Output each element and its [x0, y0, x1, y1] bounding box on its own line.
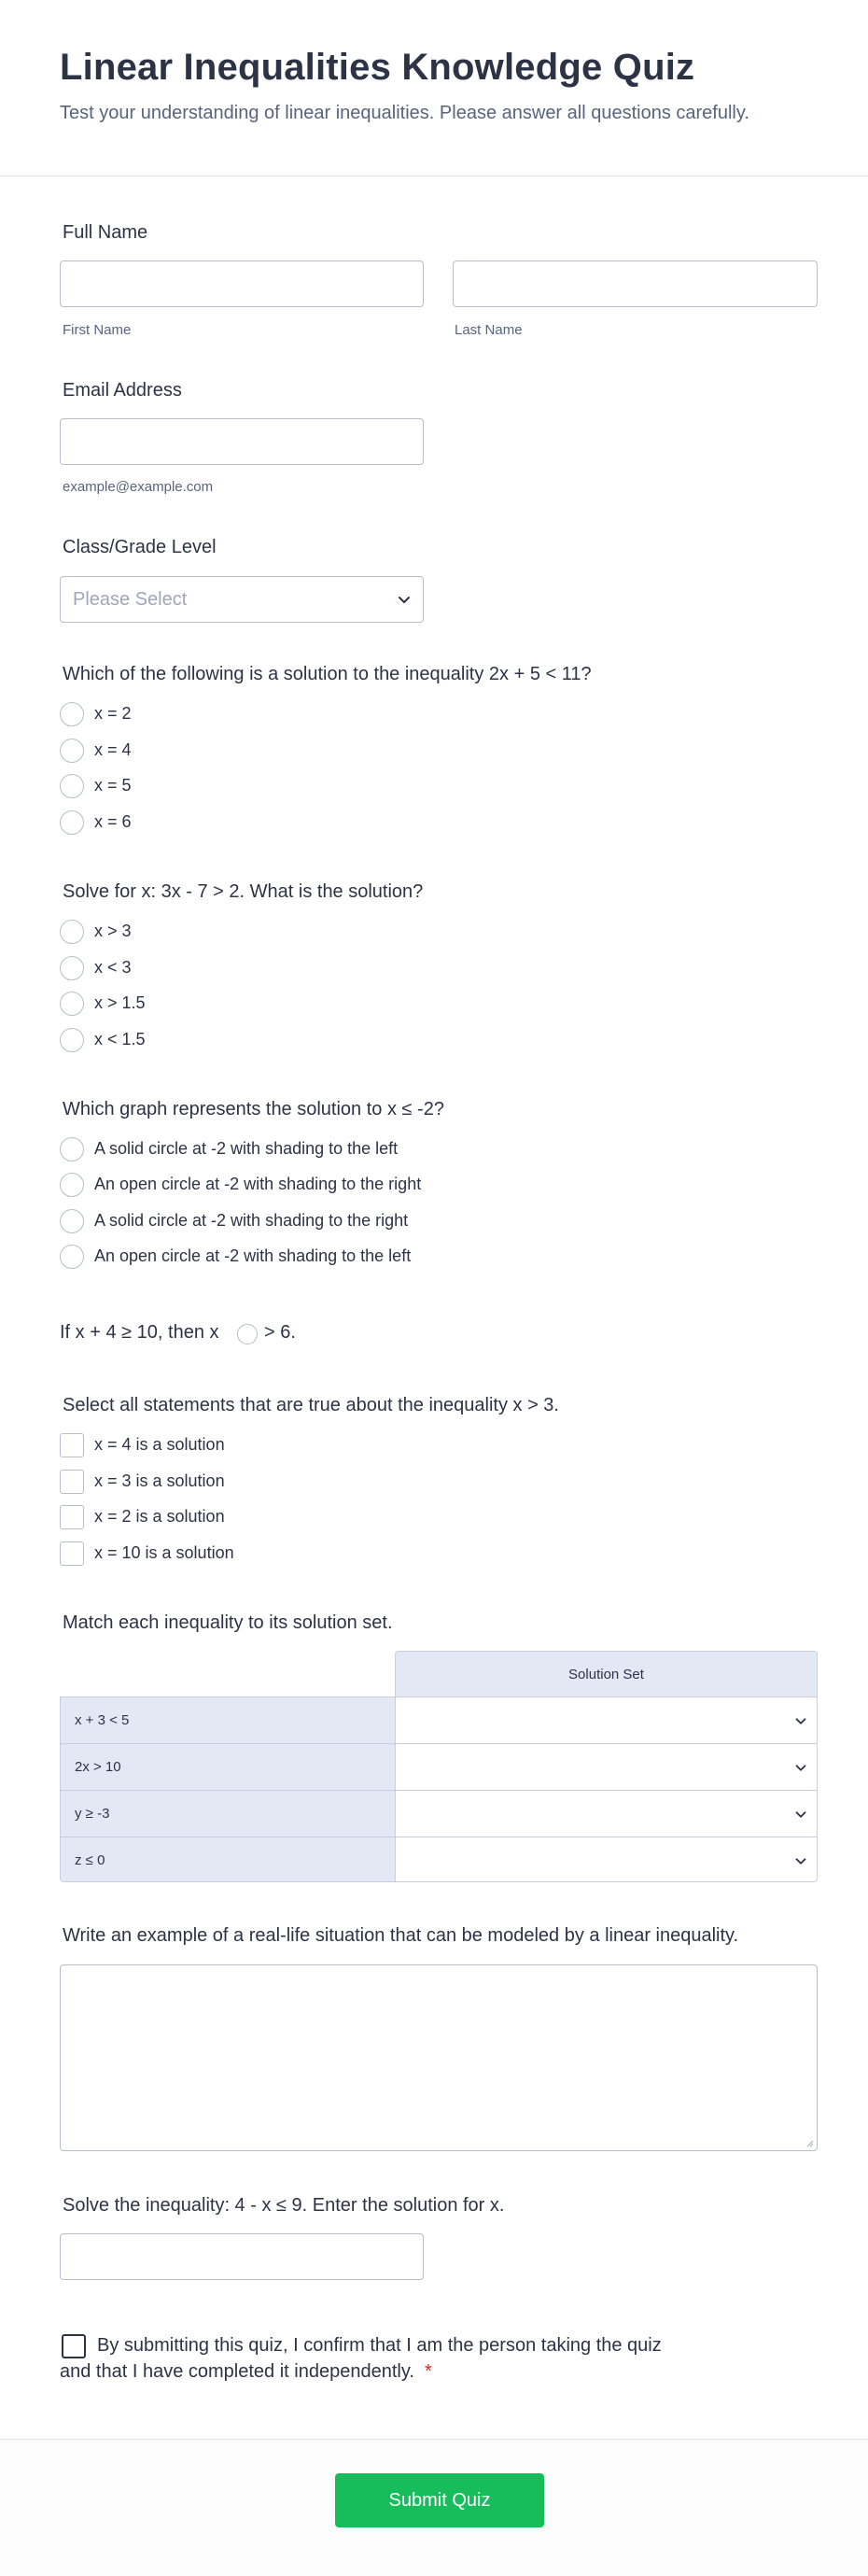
q8-question: Solve the inequality: 4 - x ≤ 9. Enter the solution for x. — [63, 2195, 505, 2216]
radio-button[interactable] — [60, 1028, 84, 1052]
chevron-down-icon — [792, 1806, 809, 1823]
consent-text-line1: By submitting this quiz, I confirm that I am the person taking the quiz — [97, 2335, 662, 2356]
consent-checkbox[interactable] — [62, 2334, 86, 2358]
matrix-row — [61, 1744, 818, 1791]
checkbox[interactable] — [60, 1433, 84, 1457]
checkbox[interactable] — [60, 1541, 84, 1566]
last-name-input[interactable] — [453, 260, 818, 307]
radio-button[interactable] — [60, 1173, 84, 1197]
page-title: Linear Inequalities Knowledge Quiz — [60, 47, 695, 88]
q7-question: Write an example of a real-life situation that can be modeled by a linear inequality. — [63, 1925, 739, 1946]
q4-text-after: > 6. — [264, 1322, 296, 1343]
matrix-row — [61, 1697, 818, 1744]
long-answer-textarea[interactable] — [60, 1964, 818, 2151]
inline-radio-button[interactable] — [237, 1324, 258, 1344]
radio-button[interactable] — [60, 992, 84, 1016]
q6-question: Match each inequality to its solution set. — [63, 1612, 393, 1633]
radio-button[interactable] — [60, 1245, 84, 1269]
matrix-row — [61, 1837, 818, 1882]
submit-button[interactable]: Submit Quiz — [335, 2473, 544, 2527]
form-footer — [0, 2439, 868, 2576]
radio-button[interactable] — [60, 1137, 84, 1161]
q4-text-before: If x + 4 ≥ 10, then x — [60, 1322, 219, 1343]
matrix-dropdown[interactable] — [396, 1791, 818, 1837]
grade-select[interactable] — [60, 576, 424, 623]
email-sublabel: example@example.com — [63, 479, 214, 495]
first-name-input[interactable] — [60, 260, 424, 307]
matrix-dropdown[interactable] — [396, 1697, 818, 1743]
chevron-down-icon — [395, 590, 413, 609]
last-name-sublabel: Last Name — [455, 322, 523, 338]
resize-grip-icon[interactable] — [805, 2138, 814, 2147]
q8-answer-input[interactable] — [60, 2233, 424, 2280]
radio-button[interactable] — [60, 920, 84, 944]
chevron-down-icon — [792, 1712, 809, 1729]
matrix-dropdown[interactable] — [396, 1744, 818, 1790]
q5-question: Select all statements that are true about the inequality x > 3. — [63, 1395, 559, 1415]
matrix-row-label: 2x > 10 — [61, 1744, 396, 1790]
grade-label: Class/Grade Level — [63, 537, 217, 557]
matrix-row — [61, 1791, 818, 1837]
grade-select-placeholder: Please Select — [73, 589, 188, 610]
radio-button[interactable] — [60, 810, 84, 835]
radio-button[interactable] — [60, 702, 84, 726]
checkbox[interactable] — [60, 1505, 84, 1529]
chevron-down-icon — [792, 1759, 809, 1776]
required-asterisk: * — [425, 2361, 432, 2382]
consent-text-line2: and that I have completed it independently. * — [60, 2361, 432, 2382]
form-header — [0, 0, 868, 176]
matching-matrix — [60, 1651, 818, 1882]
matrix-body — [60, 1696, 818, 1882]
radio-button[interactable] — [60, 956, 84, 980]
matrix-column-header: Solution Set — [395, 1651, 818, 1697]
email-label: Email Address — [63, 380, 182, 401]
matrix-dropdown[interactable] — [396, 1837, 818, 1882]
radio-button[interactable] — [60, 774, 84, 798]
page-subtitle: Test your understanding of linear inequalities. Please answer all questions carefully. — [60, 103, 749, 123]
full-name-label: Full Name — [63, 222, 148, 243]
q2-question: Solve for x: 3x - 7 > 2. What is the solution? — [63, 881, 424, 902]
matrix-row-label: y ≥ -3 — [61, 1791, 396, 1837]
radio-button[interactable] — [60, 1209, 84, 1233]
chevron-down-icon — [792, 1852, 809, 1869]
matrix-row-label: x + 3 < 5 — [61, 1697, 396, 1743]
checkbox[interactable] — [60, 1470, 84, 1494]
matrix-row-label: z ≤ 0 — [61, 1837, 396, 1882]
first-name-sublabel: First Name — [63, 322, 132, 338]
q1-question: Which of the following is a solution to the inequality 2x + 5 < 11? — [63, 664, 592, 684]
radio-button[interactable] — [60, 739, 84, 763]
email-input[interactable] — [60, 418, 424, 465]
q3-question: Which graph represents the solution to x ≤ -2? — [63, 1099, 444, 1119]
